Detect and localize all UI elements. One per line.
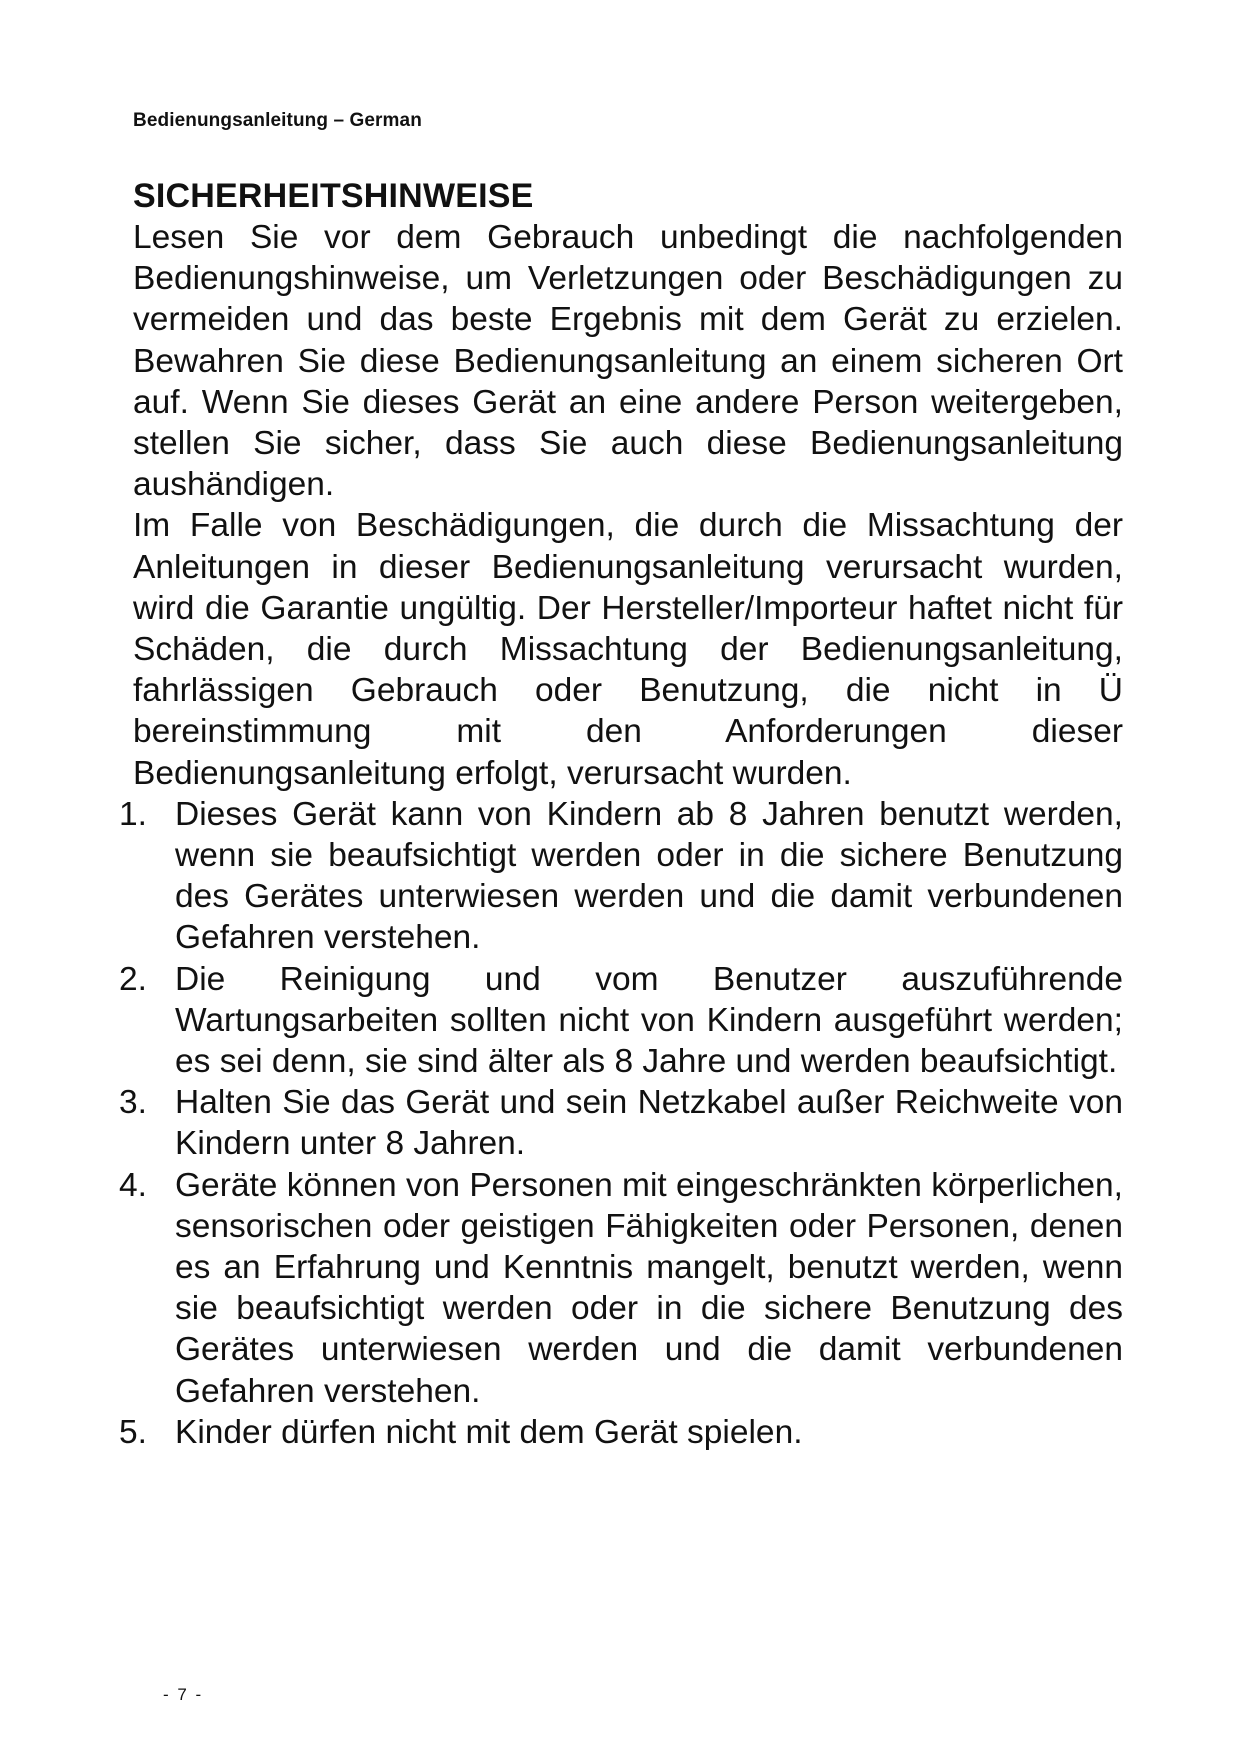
document-header: Bedienungsanleitung – German [133, 110, 422, 131]
list-item-number: 1. [119, 795, 147, 833]
list-item-text: Kinder dürfen nicht mit dem Gerät spielen. [175, 1413, 803, 1451]
list-item [119, 794, 1123, 959]
list-item-text: Geräte können von Personen mit eingeschränkten körperlichen, sensorischen oder geistigen Fähigkeiten oder Personen, denen es an Erfahrung und Kenntnis mangelt, benutzt werden, wenn sie beaufsichtigt werden oder in die sichere Benutzung des Gerätes unterwiesen werden und die damit verbundenen Gefahren verstehen. [175, 1166, 1123, 1410]
intro-paragraph: Lesen Sie vor dem Gebrauch unbedingt die nachfolgenden Bedienungshinweise, um Verletzungen oder Beschädigungen zu vermeiden und das beste Ergebnis mit dem Gerät zu erzielen. Bewahren Sie diese Bedienungsanleitung an einem sicheren Ort auf. Wenn Sie dieses Gerät an eine andere Person weitergeben, stellen Sie sicher, dass Sie auch diese Bedienungsanleitung aushändigen. [133, 219, 1123, 504]
list-item-number: 5. [119, 1413, 147, 1451]
document-body [119, 175, 1123, 1453]
list-item [119, 1082, 1123, 1164]
list-item-text: Halten Sie das Gerät und sein Netzkabel außer Reichweite von Kindern unter 8 Jahren. [175, 1084, 1123, 1163]
list-item-text: Die Reinigung und vom Benutzer auszuführende Wartungsarbeiten sollten nicht von Kindern ausgeführt werden; es sei denn, sie sind älter als 8 Jahre und werden beaufsichtigt. [175, 960, 1123, 1081]
list-item-number: 4. [119, 1166, 147, 1204]
list-item-number: 2. [119, 960, 147, 998]
list-item-text: Dieses Gerät kann von Kindern ab 8 Jahren benutzt werden, wenn sie beaufsichtigt werden oder in die sichere Benutzung des Gerätes unterwiesen werden und die damit verbundenen Gefahren verstehen. [175, 795, 1123, 957]
list-item [119, 1165, 1123, 1412]
list-item [119, 959, 1123, 1083]
list-item-number: 3. [119, 1084, 147, 1122]
safety-list [119, 794, 1123, 1453]
warranty-paragraph: Im Falle von Beschädigungen, die durch die Missachtung der Anleitungen in dieser Bedienungsanleitung verursacht wurden, wird die Garantie ungültig. Der Hersteller/Importeur haftet nicht für Schäden, die durch Missachtung der Bedienungsanleitung, fahrlässigen Gebrauch oder Benutzung, die nicht in Ü bereinstimmung mit den Anforderungen dieser Bedienungsanleitung erfolgt, verursacht wurden. [133, 507, 1123, 792]
page-number: - 7 - [163, 1685, 204, 1704]
section-title: SICHERHEITSHINWEISE [133, 177, 534, 215]
list-item [119, 1412, 1123, 1453]
